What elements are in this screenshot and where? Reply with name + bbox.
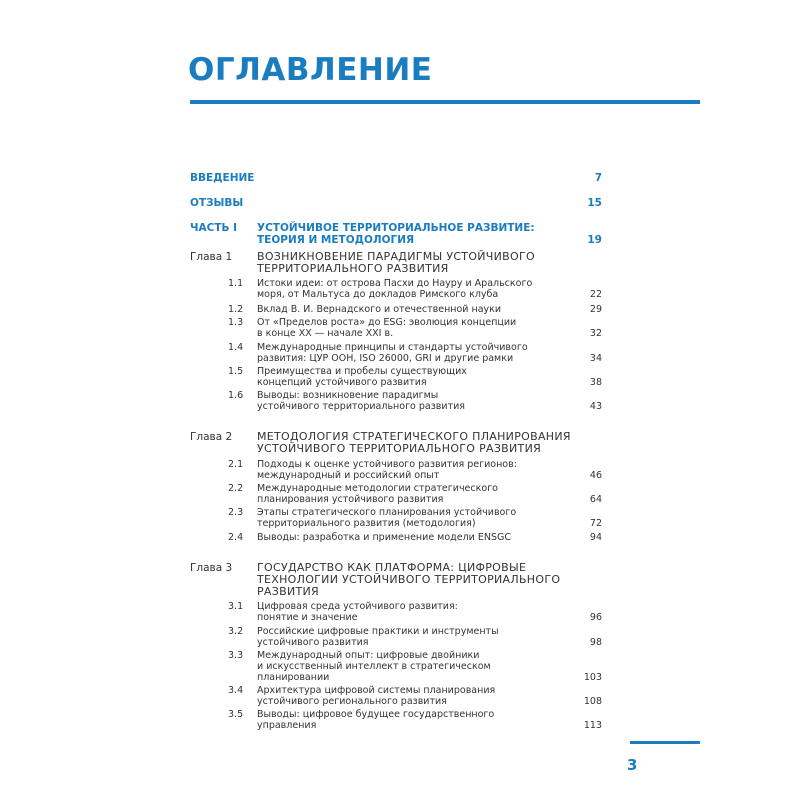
entry-label: Глава 2 — [190, 431, 233, 443]
entry-title: УСТОЙЧИВОЕ ТЕРРИТОРИАЛЬНОЕ РАЗВИТИЕ: ТЕОРИЯ И МЕТОДОЛОГИЯ — [257, 222, 535, 246]
page-ref: 96 — [589, 612, 602, 623]
entry-title: ВОЗНИКНОВЕНИЕ ПАРАДИГМЫ УСТОЙЧИВОГО ТЕРРИТОРИАЛЬНОГО РАЗВИТИЯ — [257, 250, 535, 275]
entry-label: Глава 1 — [190, 251, 233, 263]
entry-title: Выводы: возникновение парадигмы устойчивого территориального развития — [257, 390, 465, 412]
entry-title: Преимущества и пробелы существующих концепций устойчивого развития — [257, 366, 467, 388]
section-number: 1.5 — [228, 366, 244, 377]
page-ref: 46 — [589, 470, 602, 481]
title-underline — [190, 100, 700, 104]
section-number: 1.4 — [228, 342, 244, 353]
section-number: 1.6 — [228, 390, 244, 401]
entry-label: ОТЗЫВЫ — [190, 197, 244, 209]
entry-title: Подходы к оценке устойчивого развития регионов: международный и российский опыт — [257, 459, 517, 481]
entry-title: Этапы стратегического планирования устойчивого территориального развития (методология) — [257, 507, 517, 529]
entry-title: Выводы: цифровое будущее государственного управления — [257, 709, 495, 731]
page-ref: 38 — [589, 377, 602, 388]
section-number: 2.3 — [228, 507, 244, 518]
section-number: 1.2 — [228, 304, 244, 315]
page-ref: 113 — [583, 720, 602, 731]
page-ref: 98 — [589, 637, 602, 648]
entry-title: От «Пределов роста» до ESG: эволюция концепции в конце XX — начале XXI в. — [257, 317, 517, 339]
section-number: 1.1 — [228, 278, 244, 289]
section-number: 3.1 — [228, 601, 244, 612]
section-number: 1.3 — [228, 317, 244, 328]
section-number: 3.3 — [228, 650, 244, 661]
page-ref: 43 — [589, 401, 602, 412]
section-number: 3.2 — [228, 626, 244, 637]
entry-title: Международные методологии стратегического планирования устойчивого развития — [257, 483, 498, 505]
entry-label: ВВЕДЕНИЕ — [190, 172, 255, 184]
page-ref: 32 — [589, 328, 602, 339]
entry-title: ГОСУДАРСТВО КАК ПЛАТФОРМА: ЦИФРОВЫЕ ТЕХНОЛОГИИ УСТОЙЧИВОГО ТЕРРИТОРИАЛЬНОГО РАЗВИТИЯ — [257, 561, 561, 598]
page-ref: 72 — [589, 518, 602, 529]
section-number: 3.4 — [228, 685, 244, 696]
entry-title: Вклад В. И. Вернадского и отечественной науки — [257, 304, 502, 315]
entry-title: Выводы: разработка и применение модели ENSGC — [257, 532, 511, 543]
entry-title: Цифровая среда устойчивого развития: понятие и значение — [257, 601, 458, 623]
page-ref: 108 — [583, 696, 602, 707]
page-ref: 103 — [583, 672, 602, 683]
page-ref: 94 — [589, 532, 602, 543]
page-ref: 34 — [589, 353, 602, 364]
entry-title: Международный опыт: цифровые двойники и искусственный интеллект в стратегическом планировании — [257, 650, 491, 683]
page-ref: 64 — [589, 494, 602, 505]
section-number: 2.4 — [228, 532, 244, 543]
entry-label: Глава 3 — [190, 562, 233, 574]
page-ref: 7 — [594, 172, 602, 184]
section-number: 2.2 — [228, 483, 244, 494]
section-number: 2.1 — [228, 459, 244, 470]
entry-title: Международные принципы и стандарты устойчивого развития: ЦУР ООН, ISO 26000, GRI и другие рамки — [257, 342, 528, 364]
footer-rule — [630, 741, 700, 744]
page-ref: 15 — [587, 197, 602, 209]
page-number: 3 — [627, 756, 638, 774]
entry-label: ЧАСТЬ I — [190, 222, 238, 234]
page-ref: 22 — [589, 289, 602, 300]
page-ref: 19 — [587, 234, 602, 246]
section-number: 3.5 — [228, 709, 244, 720]
entry-title: Архитектура цифровой системы планирования устойчивого регионального развития — [257, 685, 496, 707]
entry-title: МЕТОДОЛОГИЯ СТРАТЕГИЧЕСКОГО ПЛАНИРОВАНИЯ УСТОЙЧИВОГО ТЕРРИТОРИАЛЬНОГО РАЗВИТИЯ — [257, 430, 571, 455]
page-title: ОГЛАВЛЕНИЕ — [188, 52, 433, 88]
page-ref: 29 — [589, 304, 602, 315]
entry-title: Истоки идеи: от острова Пасхи до Науру и Аральского моря, от Мальтуса до докладов Римского клуба — [257, 278, 533, 300]
entry-title: Российские цифровые практики и инструменты устойчивого развития — [257, 626, 499, 648]
